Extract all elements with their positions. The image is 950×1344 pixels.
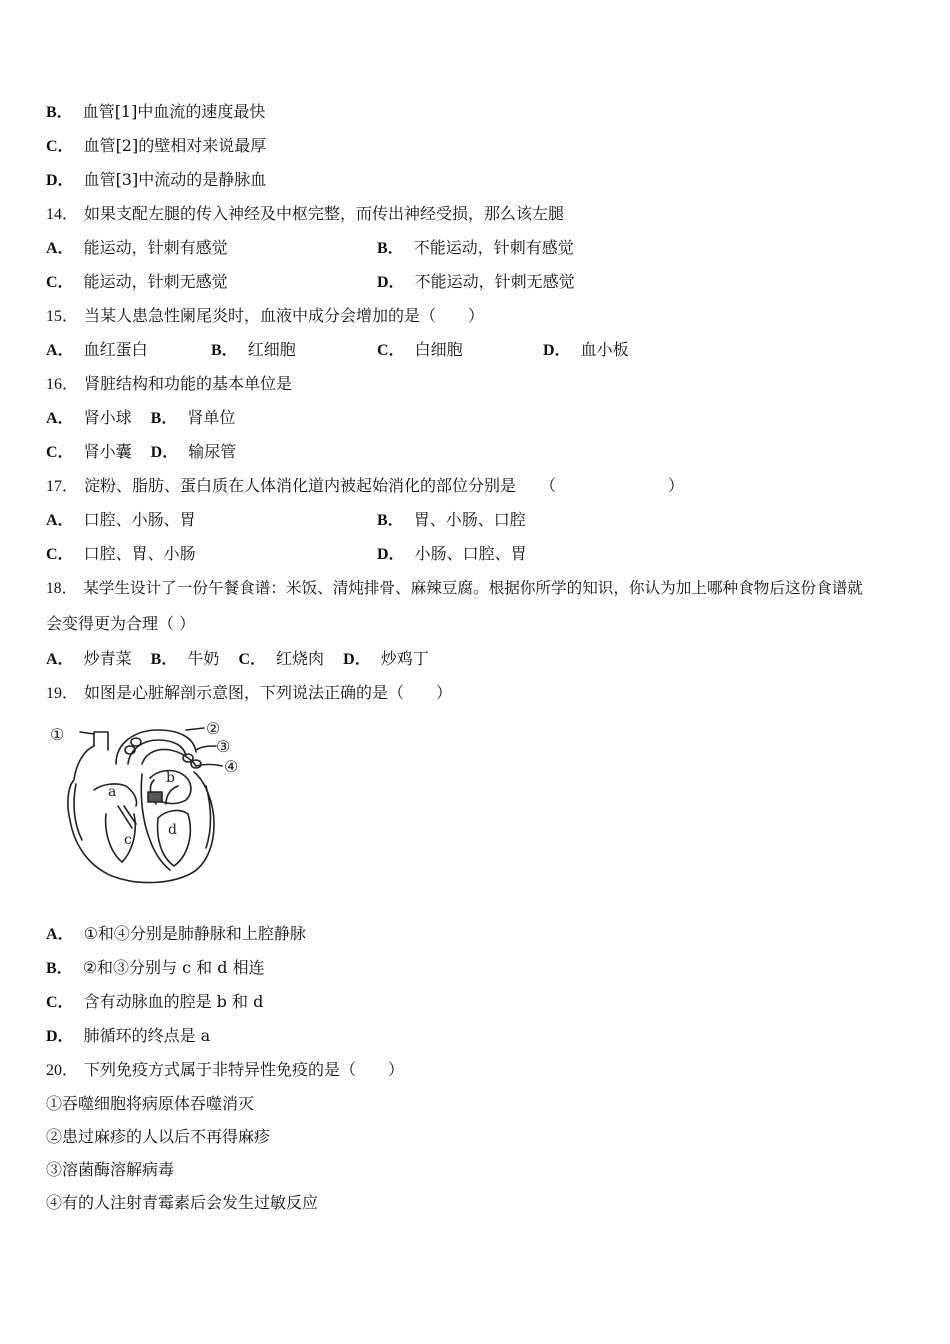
vena-cava xyxy=(94,732,108,750)
option-text: ①和④分别是肺静脉和上腔静脉 xyxy=(83,924,306,943)
q18-option-a xyxy=(46,649,132,668)
option-letter: C． xyxy=(46,138,74,155)
q17-options-row2 xyxy=(46,544,906,565)
option-letter: A． xyxy=(46,512,74,529)
option-text: 红细胞 xyxy=(247,340,296,359)
option-letter: C． xyxy=(46,546,74,563)
q20-item-4 xyxy=(46,1193,318,1213)
option-letter: A． xyxy=(46,240,74,257)
option-text: 小肠、口腔、胃 xyxy=(414,544,527,563)
option-text: 不能运动，针刺无感觉 xyxy=(414,272,575,291)
option-letter: C． xyxy=(46,274,74,291)
q18-option-c xyxy=(238,649,324,668)
q14-option-c xyxy=(46,272,228,291)
label-2: ② xyxy=(206,720,221,738)
q15-stem xyxy=(46,306,484,327)
q20-stem xyxy=(46,1060,404,1081)
label-4: ④ xyxy=(224,757,239,776)
question-text: 如图是心脏解剖示意图，下列说法正确的是（ ） xyxy=(84,683,453,702)
option-letter: A． xyxy=(46,651,74,668)
question-text: 如果支配左腿的传入神经及中枢完整，而传出神经受损，那么该左腿 xyxy=(84,204,565,223)
q16-options-row1 xyxy=(46,408,235,429)
option-letter: D． xyxy=(377,274,405,291)
option-text: 血小板 xyxy=(580,340,629,359)
question-text: 淀粉、脂肪、蛋白质在人体消化道内被起始消化的部位分别是 （ ） xyxy=(84,476,685,495)
item-text: ③溶菌酶溶解病毒 xyxy=(46,1160,175,1179)
q20-item-1 xyxy=(46,1094,254,1114)
option-letter: B． xyxy=(150,410,178,427)
q13-option-b xyxy=(46,102,265,123)
q16-option-d xyxy=(151,442,237,461)
option-text: 炒鸡丁 xyxy=(380,649,429,668)
option-text: 炒青菜 xyxy=(83,649,132,668)
option-letter: B． xyxy=(150,651,178,668)
q15-option-c xyxy=(377,340,463,361)
q17-stem xyxy=(46,476,684,497)
q16-options-row2 xyxy=(46,442,236,463)
question-number: 17． xyxy=(46,478,79,495)
option-letter: B． xyxy=(377,512,404,529)
q18-stem-continued xyxy=(46,614,195,634)
question-number: 16． xyxy=(46,376,79,393)
q14-stem xyxy=(46,204,564,225)
question-number: 15． xyxy=(46,308,79,325)
question-text: 某学生设计了一份午餐食谱：米饭、清炖排骨、麻辣豆腐。根据你所学的知识，你认为加上哪种食物后这份食谱就 xyxy=(83,579,863,597)
q16-stem xyxy=(46,374,292,395)
option-text: 肾单位 xyxy=(187,408,236,427)
q17-option-a xyxy=(46,510,196,529)
option-letter: D． xyxy=(150,444,179,461)
q15-options xyxy=(46,340,906,361)
ventricle-d xyxy=(158,811,191,866)
q14-options-row2 xyxy=(46,272,906,293)
q18-options xyxy=(46,649,429,670)
label-2-leader xyxy=(186,728,204,730)
question-number: 18． xyxy=(46,580,78,597)
option-text: 不能运动，针刺有感觉 xyxy=(413,238,574,257)
option-text: 口腔、小肠、胃 xyxy=(83,510,196,529)
option-letter: D． xyxy=(46,1028,74,1045)
chamber-label-a: a xyxy=(108,784,117,800)
q14-option-a xyxy=(46,238,228,257)
option-letter: D． xyxy=(343,651,371,668)
chamber-label-b: b xyxy=(166,770,175,786)
option-text: 肺循环的终点是 a xyxy=(83,1026,211,1045)
option-text: 含有动脉血的腔是 b 和 d xyxy=(83,992,264,1011)
label-1-leader xyxy=(80,732,94,734)
item-text: ④有的人注射青霉素后会发生过敏反应 xyxy=(46,1193,319,1212)
q17-options-row1 xyxy=(46,510,906,531)
q16-option-a xyxy=(46,408,132,427)
option-text: 口腔、胃、小肠 xyxy=(83,544,196,563)
q19-option-b xyxy=(46,958,265,979)
q15-option-d xyxy=(543,340,629,361)
option-text: 血管[1]中血流的速度最快 xyxy=(82,102,266,121)
q17-option-c xyxy=(46,544,196,563)
option-text: 胃、小肠、口腔 xyxy=(413,510,526,529)
outer-wall-detail-right xyxy=(206,786,211,848)
q13-option-d xyxy=(46,170,266,191)
option-text: 输尿管 xyxy=(188,442,237,461)
option-letter: D． xyxy=(46,172,74,189)
pulmonary-artery xyxy=(142,750,196,766)
q14-option-d xyxy=(377,272,575,293)
option-text: 能运动，针刺无感觉 xyxy=(83,272,228,291)
option-text: 红烧肉 xyxy=(276,649,325,668)
question-text: 当某人患急性阑尾炎时，血液中成分会增加的是（ ） xyxy=(84,306,485,325)
q18-option-b xyxy=(151,649,220,668)
q18-option-d xyxy=(343,649,429,668)
outer-wall-detail xyxy=(74,784,82,840)
q20-item-2 xyxy=(46,1127,270,1147)
option-letter: B． xyxy=(377,240,404,257)
item-text: ②患过麻疹的人以后不再得麻疹 xyxy=(46,1127,271,1146)
q18-stem xyxy=(46,578,863,599)
q13-option-c xyxy=(46,136,266,157)
q16-option-c xyxy=(46,442,132,461)
vessel-ring-2 xyxy=(131,738,141,746)
option-text: 肾小囊 xyxy=(83,442,132,461)
q15-option-a xyxy=(46,340,148,359)
heart-diagram-svg xyxy=(46,720,246,888)
chamber-label-d: d xyxy=(168,822,177,838)
question-text: 肾脏结构和功能的基本单位是 xyxy=(84,374,293,393)
question-number: 14． xyxy=(46,206,79,223)
option-text: 白细胞 xyxy=(414,340,463,359)
option-letter: C． xyxy=(238,651,267,668)
q17-option-b xyxy=(377,510,526,531)
septum xyxy=(141,774,170,870)
question-text: 下列免疫方式属于非特异性免疫的是（ ） xyxy=(84,1060,405,1079)
label-1: ① xyxy=(50,725,65,744)
q19-option-d xyxy=(46,1026,210,1047)
option-text: 能运动，针刺有感觉 xyxy=(83,238,228,257)
option-letter: A． xyxy=(46,342,74,359)
option-text: 血管[2]的壁相对来说最厚 xyxy=(83,136,267,155)
option-text: ②和③分别与 c 和 d 相连 xyxy=(82,958,265,977)
option-letter: A． xyxy=(46,926,74,943)
question-number: 19． xyxy=(46,685,79,702)
valve-block xyxy=(148,792,162,802)
q14-option-b xyxy=(377,238,574,259)
label-3: ③ xyxy=(216,737,231,756)
option-letter: D． xyxy=(377,546,405,563)
q15-option-b xyxy=(211,340,296,361)
valve-right xyxy=(118,806,136,828)
option-letter: D． xyxy=(543,342,571,359)
item-text: ①吞噬细胞将病原体吞噬消灭 xyxy=(46,1094,255,1113)
q16-option-b xyxy=(151,408,236,427)
q20-item-3 xyxy=(46,1160,174,1180)
option-text: 肾小球 xyxy=(83,408,132,427)
chamber-label-c: c xyxy=(124,832,132,848)
option-letter: B． xyxy=(46,960,73,977)
q19-stem xyxy=(46,683,452,704)
option-text: 牛奶 xyxy=(187,649,220,668)
option-letter: B． xyxy=(211,342,238,359)
q17-option-d xyxy=(377,544,527,565)
option-letter: C． xyxy=(46,444,74,461)
heart-diagram xyxy=(46,720,246,888)
q14-options-row1 xyxy=(46,238,906,259)
q19-option-a xyxy=(46,924,306,945)
question-number: 20． xyxy=(46,1062,79,1079)
option-letter: B． xyxy=(46,104,73,121)
option-text: 血红蛋白 xyxy=(83,340,148,359)
option-letter: A． xyxy=(46,410,74,427)
q19-option-c xyxy=(46,992,263,1013)
question-text: 会变得更为合理（ ） xyxy=(46,614,196,633)
option-text: 血管[3]中流动的是静脉血 xyxy=(83,170,267,189)
label-3-leader xyxy=(196,746,216,750)
option-letter: C． xyxy=(46,994,74,1011)
option-letter: C． xyxy=(377,342,405,359)
